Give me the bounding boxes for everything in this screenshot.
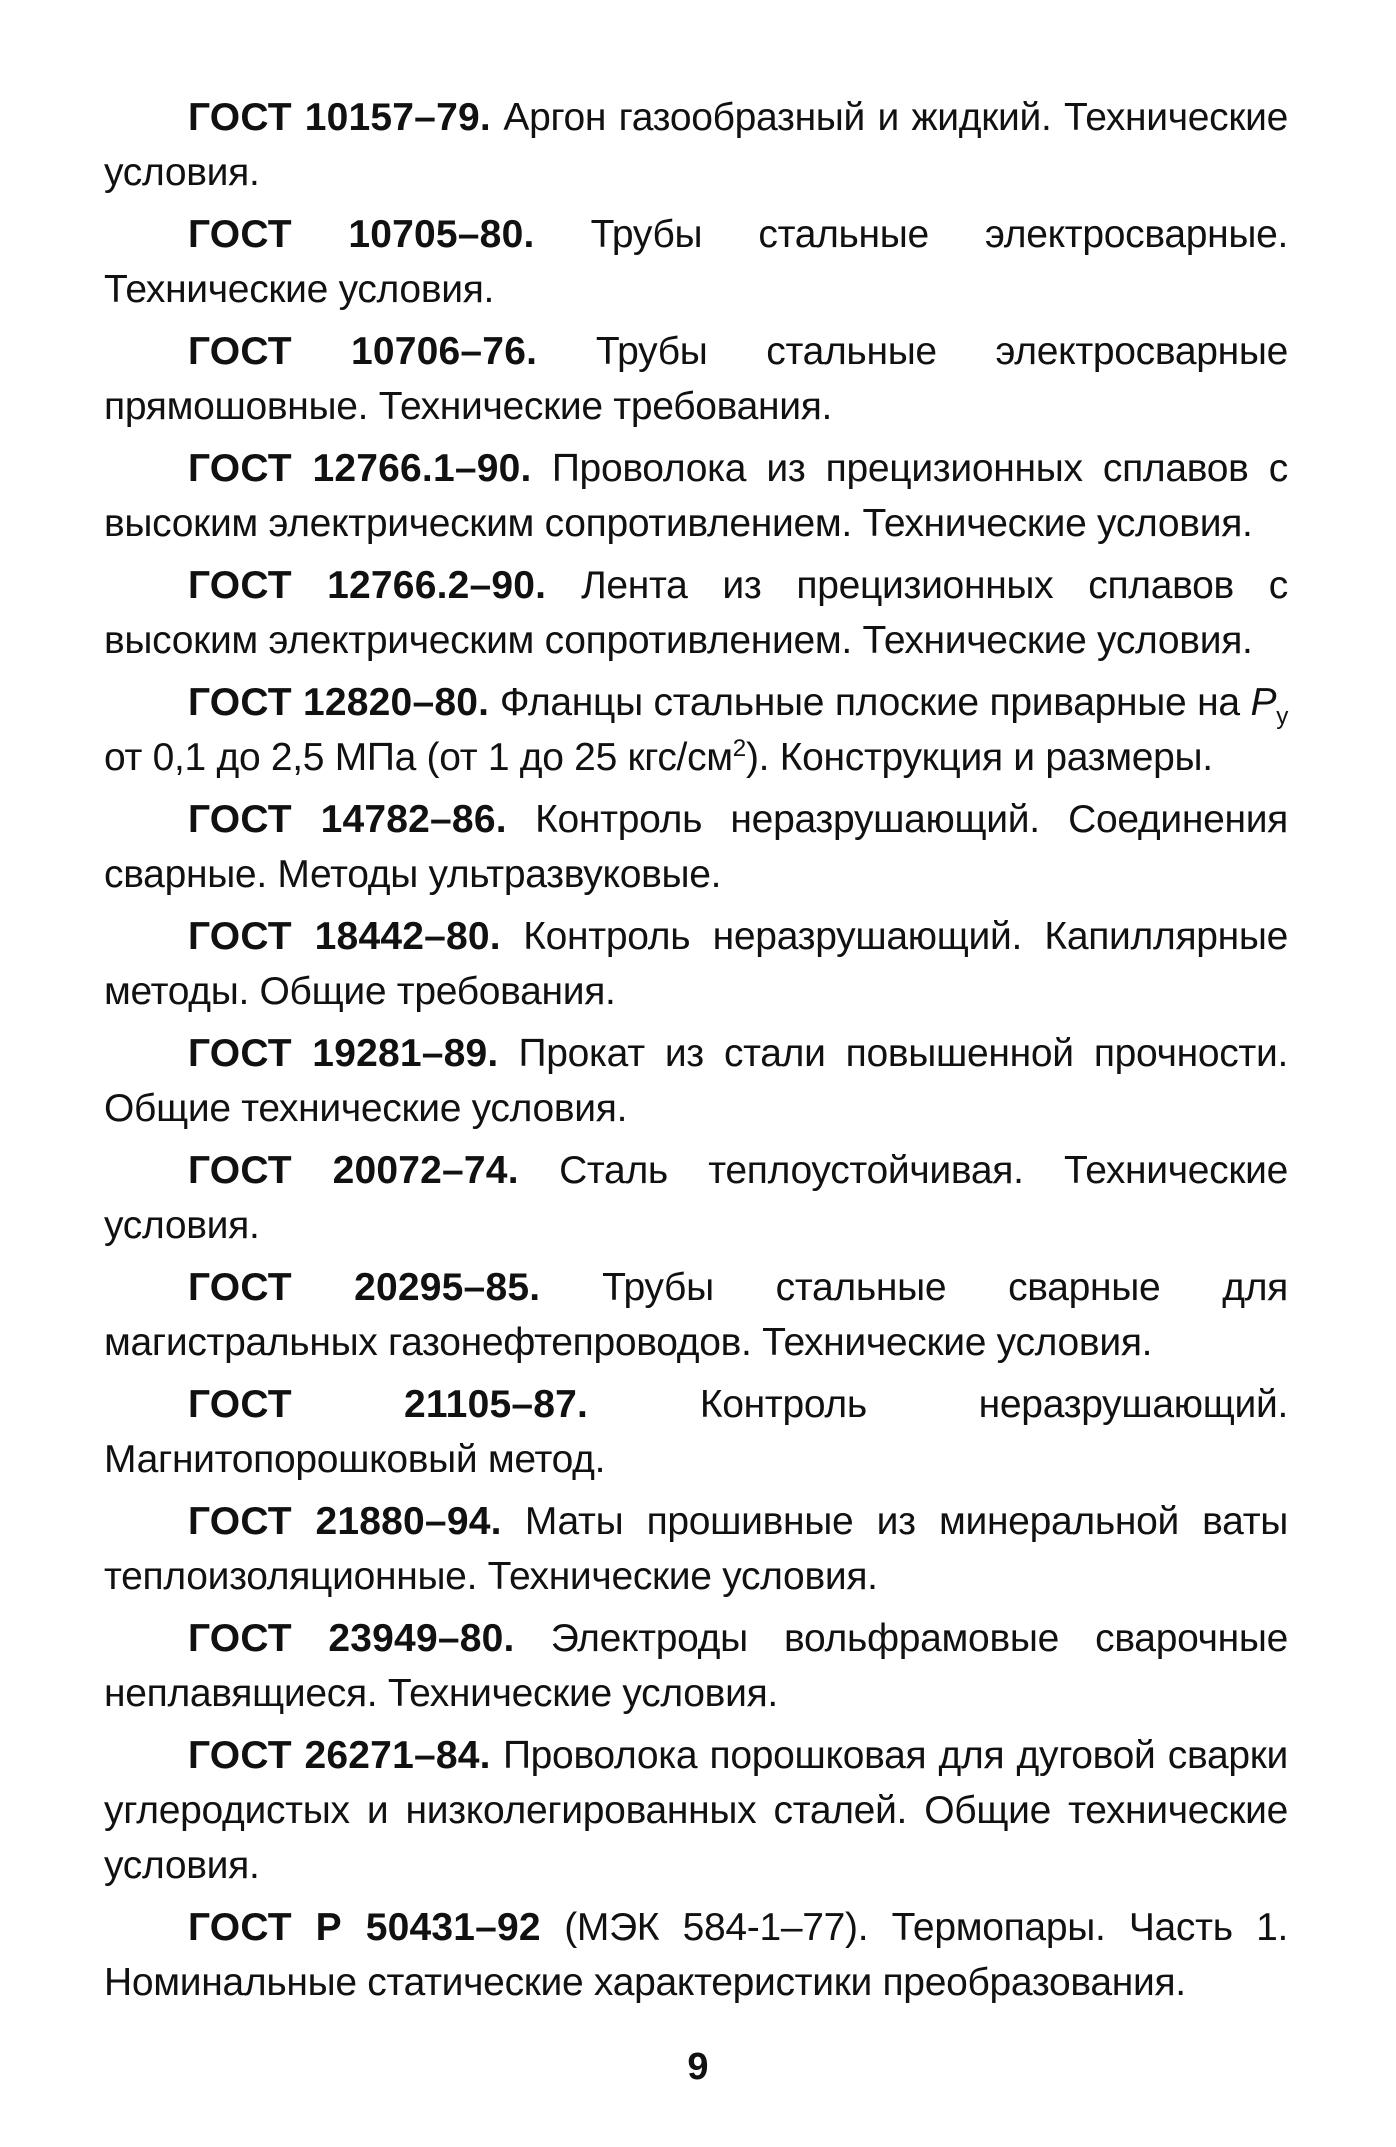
standard-code: ГОСТ 12766.2–90.	[188, 564, 547, 607]
unit-superscript: 2	[732, 735, 746, 762]
page-number: 9	[687, 2046, 709, 2088]
standard-code: ГОСТ Р 50431–92	[188, 1906, 541, 1949]
standard-code: ГОСТ 10157–79.	[188, 96, 491, 139]
standard-entry	[104, 792, 1288, 902]
standard-entry	[104, 1260, 1288, 1370]
standard-title: Аргон газообразный и жидкий. Технические условия.	[104, 96, 1288, 194]
standard-entry	[104, 90, 1288, 200]
standard-title: Контроль неразрушающий. Капиллярные методы. Общие требования.	[104, 915, 1289, 1013]
pressure-subscript: у	[1276, 702, 1288, 730]
standard-entry	[104, 1611, 1288, 1721]
standard-title: Прокат из стали повышенной прочности. Общие технические условия.	[104, 1032, 1288, 1130]
standard-title: Лента из прецизионных сплавов с высоким электрическим сопротивлением. Технические условия.	[104, 564, 1288, 662]
standard-title: Трубы стальные электросварные. Технические условия.	[104, 213, 1288, 311]
standard-title: Трубы стальные сварные для магистральных газонефтепроводов. Технические условия.	[104, 1266, 1288, 1364]
standard-code: ГОСТ 26271–84.	[188, 1734, 491, 1777]
standard-entry	[104, 207, 1288, 317]
standard-entry	[104, 1026, 1288, 1136]
standard-entry	[104, 1377, 1288, 1487]
standard-entry	[104, 1143, 1288, 1253]
standard-entry	[104, 1494, 1288, 1604]
standard-title: Проволока из прецизионных сплавов с высоким электрическим сопротивлением. Технические условия.	[104, 447, 1288, 545]
standard-code: ГОСТ 12766.1–90.	[188, 447, 532, 490]
standard-entry	[104, 1900, 1288, 2010]
standard-entry	[104, 1728, 1288, 1893]
standard-code: ГОСТ 10705–80.	[188, 213, 535, 256]
standard-code: ГОСТ 19281–89.	[188, 1032, 499, 1075]
standard-entry	[104, 324, 1288, 434]
standard-code: ГОСТ 20072–74.	[188, 1149, 519, 1192]
standard-entry	[104, 441, 1288, 551]
standards-list	[104, 90, 1288, 2017]
standard-code: ГОСТ 21105–87.	[188, 1383, 589, 1426]
standard-title-part: от 0,1 до 2,5 МПа (от 1 до 25 кгс/см	[104, 736, 733, 779]
standard-code: ГОСТ 20295–85.	[188, 1266, 541, 1309]
standard-title: Сталь теплоустойчивая. Технические условия.	[104, 1149, 1288, 1247]
standard-title: Контроль неразрушающий. Соединения сварные. Методы ультразвуковые.	[104, 798, 1288, 896]
standard-code: ГОСТ 10706–76.	[188, 330, 538, 373]
standard-title: Электроды вольфрамовые сварочные неплавящиеся. Технические условия.	[104, 1617, 1288, 1715]
pressure-symbol: P	[1250, 681, 1277, 724]
standard-title: Контроль неразрушающий. Магнитопорошковый метод.	[104, 1383, 1288, 1481]
standard-code: ГОСТ 23949–80.	[188, 1617, 515, 1660]
standard-code: ГОСТ 14782–86.	[188, 798, 507, 841]
standard-entry	[104, 675, 1288, 785]
standard-title-part: Фланцы стальные плоские приварные на	[489, 681, 1251, 724]
standard-code: ГОСТ 21880–94.	[188, 1500, 502, 1543]
standard-code: ГОСТ 18442–80.	[188, 915, 501, 958]
standard-title: Маты прошивные из минеральной ваты теплоизоляционные. Технические условия.	[104, 1500, 1288, 1598]
standard-title: Трубы стальные электросварные прямошовные. Технические требования.	[104, 330, 1288, 428]
standard-title: Проволока порошковая для дуговой сварки углеродистых и низколегированных сталей. Общие технические условия.	[104, 1734, 1288, 1887]
standard-entry	[104, 558, 1288, 668]
standard-code: ГОСТ 12820–80.	[188, 681, 490, 724]
standard-entry	[104, 909, 1288, 1019]
standard-title-part: ). Конструкция и размеры.	[745, 736, 1213, 779]
standard-title: (МЭК 584-1–77). Термопары. Часть 1. Номинальные статические характеристики преобразования.	[104, 1906, 1289, 2004]
